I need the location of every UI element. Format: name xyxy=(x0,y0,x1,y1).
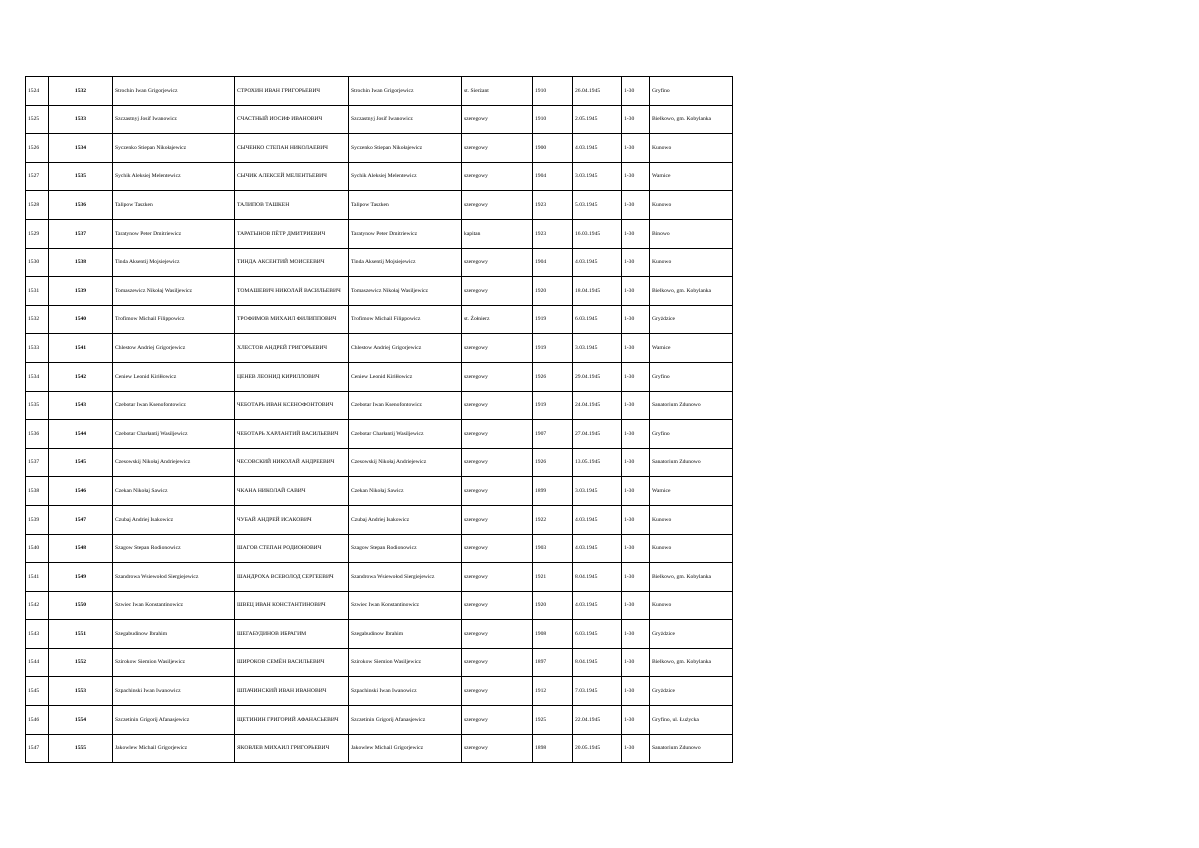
grave-plot-cell: 1-30 xyxy=(622,505,650,534)
grave-plot-cell: 1-30 xyxy=(622,591,650,620)
grave-plot-cell: 1-30 xyxy=(622,534,650,563)
grave-number-cell: 1549 xyxy=(49,563,113,592)
rank-cell: szeregowy xyxy=(462,620,533,649)
birth-year-cell: 1926 xyxy=(533,448,573,477)
record-number-cell: 1534 xyxy=(26,362,49,391)
rank-cell: szeregowy xyxy=(462,248,533,277)
record-number-cell: 1538 xyxy=(26,477,49,506)
grave-number-cell: 1554 xyxy=(49,706,113,735)
table-row xyxy=(26,334,733,363)
grave-number-cell: 1552 xyxy=(49,648,113,677)
rank-cell: szeregowy xyxy=(462,391,533,420)
rank-cell: st. Żołnierz xyxy=(462,305,533,334)
cyrillic-name-cell: ШПАЧИНСКИЙ ИВАН ИВАНОВИЧ xyxy=(235,677,349,706)
birth-year-cell: 1919 xyxy=(533,334,573,363)
birth-year-cell: 1898 xyxy=(533,734,573,763)
death-date-cell: 4.03.1945 xyxy=(573,534,622,563)
cyrillic-name-cell: ТАРАТЫНОВ ПЁТР ДМИТРИЕВИЧ xyxy=(235,219,349,248)
place-of-death-cell: Kunowo xyxy=(650,134,733,163)
record-number-cell: 1544 xyxy=(26,648,49,677)
grave-plot-cell: 1-30 xyxy=(622,191,650,220)
rank-cell: szeregowy xyxy=(462,677,533,706)
place-of-death-cell: Gryfino, ul. Łużycka xyxy=(650,706,733,735)
grave-plot-cell: 1-30 xyxy=(622,706,650,735)
grave-plot-cell: 1-30 xyxy=(622,648,650,677)
rank-cell: szeregowy xyxy=(462,706,533,735)
place-of-death-cell: Bielkowo, gm. Kobylanka xyxy=(650,105,733,134)
grave-number-cell: 1551 xyxy=(49,620,113,649)
latin-name-repeat-cell: Taratynow Peter Dmitriewicz xyxy=(349,219,462,248)
birth-year-cell: 1920 xyxy=(533,591,573,620)
place-of-death-cell: Warnice xyxy=(650,477,733,506)
grave-number-cell: 1532 xyxy=(49,77,113,106)
death-date-cell: 3.03.1945 xyxy=(573,162,622,191)
latin-name-cell: Szandrowa Wsiewołod Siergiejewicz xyxy=(113,563,235,592)
place-of-death-cell: Kunowo xyxy=(650,534,733,563)
table-row xyxy=(26,734,733,763)
death-date-cell: 5.03.1945 xyxy=(573,191,622,220)
grave-number-cell: 1535 xyxy=(49,162,113,191)
cyrillic-name-cell: ТИНДА АКСЕНТИЙ МОИСЕЕВИЧ xyxy=(235,248,349,277)
grave-number-cell: 1553 xyxy=(49,677,113,706)
record-number-cell: 1533 xyxy=(26,334,49,363)
record-number-cell: 1528 xyxy=(26,191,49,220)
grave-number-cell: 1555 xyxy=(49,734,113,763)
cyrillic-name-cell: ЩЕТИНИН ГРИГОРИЙ АФАНАСЬЕВИЧ xyxy=(235,706,349,735)
latin-name-repeat-cell: Syczenko Stiepan Nikołajewicz xyxy=(349,134,462,163)
grave-number-cell: 1545 xyxy=(49,448,113,477)
rank-cell: szeregowy xyxy=(462,162,533,191)
table-row xyxy=(26,620,733,649)
latin-name-cell: Szpachinski Iwan Iwanowicz xyxy=(113,677,235,706)
grave-plot-cell: 1-30 xyxy=(622,134,650,163)
record-number-cell: 1535 xyxy=(26,391,49,420)
grave-plot-cell: 1-30 xyxy=(622,277,650,306)
cyrillic-name-cell: ЦЕНЕВ ЛЕОНИД КИРИЛЛОВИЧ xyxy=(235,362,349,391)
table-row xyxy=(26,362,733,391)
cyrillic-name-cell: ТАЛИПОВ ТАШКЕН xyxy=(235,191,349,220)
latin-name-cell: Talipow Taszken xyxy=(113,191,235,220)
birth-year-cell: 1912 xyxy=(533,677,573,706)
latin-name-cell: Syczenko Stiepan Nikołajewicz xyxy=(113,134,235,163)
latin-name-cell: Trofimow Michail Filippowicz xyxy=(113,305,235,334)
latin-name-cell: Szagow Stepan Rodionowicz xyxy=(113,534,235,563)
record-number-cell: 1525 xyxy=(26,105,49,134)
table-row xyxy=(26,105,733,134)
latin-name-repeat-cell: Czesowskij Nikołaj Andriejewicz xyxy=(349,448,462,477)
latin-name-repeat-cell: Czebotar Iwan Ksenofontowicz xyxy=(349,391,462,420)
death-date-cell: 6.03.1945 xyxy=(573,305,622,334)
latin-name-repeat-cell: Trofimow Michail Filippowicz xyxy=(349,305,462,334)
latin-name-repeat-cell: Strochin Iwan Grigorjewicz xyxy=(349,77,462,106)
latin-name-cell: Tinda Aksentij Mojsiejewicz xyxy=(113,248,235,277)
latin-name-cell: Tomaszewicz Nikołaj Wasiljewicz xyxy=(113,277,235,306)
grave-number-cell: 1540 xyxy=(49,305,113,334)
death-date-cell: 16.03.1945 xyxy=(573,219,622,248)
death-date-cell: 8.04.1945 xyxy=(573,648,622,677)
rank-cell: szeregowy xyxy=(462,734,533,763)
latin-name-cell: Czebotar Charłantij Wasiljewicz xyxy=(113,420,235,449)
place-of-death-cell: Kunowo xyxy=(650,191,733,220)
death-date-cell: 29.04.1945 xyxy=(573,362,622,391)
burial-register-table xyxy=(25,76,733,763)
latin-name-cell: Szczetinin Grigorij Afanasjewicz xyxy=(113,706,235,735)
record-number-cell: 1527 xyxy=(26,162,49,191)
table-row xyxy=(26,420,733,449)
death-date-cell: 6.03.1945 xyxy=(573,620,622,649)
birth-year-cell: 1900 xyxy=(533,134,573,163)
death-date-cell: 3.03.1945 xyxy=(573,334,622,363)
latin-name-cell: Strochin Iwan Grigorjewicz xyxy=(113,77,235,106)
rank-cell: szeregowy xyxy=(462,648,533,677)
record-number-cell: 1545 xyxy=(26,677,49,706)
record-number-cell: 1541 xyxy=(26,563,49,592)
birth-year-cell: 1910 xyxy=(533,77,573,106)
record-number-cell: 1529 xyxy=(26,219,49,248)
latin-name-repeat-cell: Szczastnyj Josif Iwanowicz xyxy=(349,105,462,134)
grave-plot-cell: 1-30 xyxy=(622,334,650,363)
record-number-cell: 1532 xyxy=(26,305,49,334)
cyrillic-name-cell: ШИРОКОВ СЕМЁН ВАСИЛЬЕВИЧ xyxy=(235,648,349,677)
death-date-cell: 2.05.1945 xyxy=(573,105,622,134)
latin-name-repeat-cell: Czekan Nikołaj Sawicz xyxy=(349,477,462,506)
cyrillic-name-cell: ШЕГАБУДИНОВ ИБРАГИМ xyxy=(235,620,349,649)
place-of-death-cell: Bielkowo, gm. Kobylanka xyxy=(650,277,733,306)
table-row xyxy=(26,219,733,248)
death-date-cell: 4.03.1945 xyxy=(573,248,622,277)
birth-year-cell: 1904 xyxy=(533,248,573,277)
grave-number-cell: 1550 xyxy=(49,591,113,620)
grave-plot-cell: 1-30 xyxy=(622,477,650,506)
birth-year-cell: 1904 xyxy=(533,162,573,191)
cyrillic-name-cell: ЯКОВЛЕВ МИХАИЛ ГРИГОРЬЕВИЧ xyxy=(235,734,349,763)
record-number-cell: 1539 xyxy=(26,505,49,534)
place-of-death-cell: Kunowo xyxy=(650,591,733,620)
rank-cell: szeregowy xyxy=(462,563,533,592)
grave-plot-cell: 1-30 xyxy=(622,362,650,391)
death-date-cell: 22.04.1945 xyxy=(573,706,622,735)
cyrillic-name-cell: ШВЕЦ ИВАН КОНСТАНТИНОВИЧ xyxy=(235,591,349,620)
cyrillic-name-cell: ШАГОВ СТЕПАН РОДИОНОВИЧ xyxy=(235,534,349,563)
latin-name-cell: Szirokow Siemion Wasiljewicz xyxy=(113,648,235,677)
latin-name-repeat-cell: Szagow Stepan Rodionowicz xyxy=(349,534,462,563)
record-number-cell: 1526 xyxy=(26,134,49,163)
place-of-death-cell: Bielkowo, gm. Kobylanka xyxy=(650,563,733,592)
birth-year-cell: 1903 xyxy=(533,534,573,563)
birth-year-cell: 1925 xyxy=(533,706,573,735)
rank-cell: st. Sierżant xyxy=(462,77,533,106)
grave-plot-cell: 1-30 xyxy=(622,677,650,706)
latin-name-cell: Czubaj Andriej Isakowicz xyxy=(113,505,235,534)
latin-name-repeat-cell: Tomaszewicz Nikołaj Wasiljewicz xyxy=(349,277,462,306)
grave-plot-cell: 1-30 xyxy=(622,391,650,420)
cyrillic-name-cell: ЧЕБОТАРЬ ИВАН КСЕНОФОНТОВИЧ xyxy=(235,391,349,420)
table-row xyxy=(26,591,733,620)
cyrillic-name-cell: ТОМАШЕВИЧ НИКОЛАЙ ВАСИЛЬЕВИЧ xyxy=(235,277,349,306)
record-number-cell: 1524 xyxy=(26,77,49,106)
latin-name-repeat-cell: Szpachinski Iwan Iwanowicz xyxy=(349,677,462,706)
record-number-cell: 1546 xyxy=(26,706,49,735)
rank-cell: szeregowy xyxy=(462,420,533,449)
cyrillic-name-cell: ЧЕБОТАРЬ ХАРЛАНТИЙ ВАСИЛЬЕВИЧ xyxy=(235,420,349,449)
grave-number-cell: 1547 xyxy=(49,505,113,534)
latin-name-cell: Sychik Aleksiej Melentewicz xyxy=(113,162,235,191)
grave-number-cell: 1537 xyxy=(49,219,113,248)
death-date-cell: 4.03.1945 xyxy=(573,591,622,620)
rank-cell: szeregowy xyxy=(462,591,533,620)
birth-year-cell: 1919 xyxy=(533,305,573,334)
record-number-cell: 1537 xyxy=(26,448,49,477)
cyrillic-name-cell: ТРОФИМОВ МИХАИЛ ФИЛИППОВИЧ xyxy=(235,305,349,334)
rank-cell: szeregowy xyxy=(462,334,533,363)
grave-number-cell: 1544 xyxy=(49,420,113,449)
place-of-death-cell: Binowo xyxy=(650,219,733,248)
cyrillic-name-cell: ЧУБАЙ АНДРЕЙ ИСАКОВИЧ xyxy=(235,505,349,534)
grave-number-cell: 1546 xyxy=(49,477,113,506)
latin-name-repeat-cell: Szegabudinow Ibrahim xyxy=(349,620,462,649)
death-date-cell: 4.03.1945 xyxy=(573,505,622,534)
place-of-death-cell: Gryfino xyxy=(650,77,733,106)
latin-name-cell: Czebotar Iwan Ksenofontowicz xyxy=(113,391,235,420)
rank-cell: szeregowy xyxy=(462,134,533,163)
rank-cell: szeregowy xyxy=(462,277,533,306)
latin-name-cell: Jakowlew Michail Grigorjewicz xyxy=(113,734,235,763)
latin-name-cell: Ceniew Leonid Kiriłłowicz xyxy=(113,362,235,391)
grave-number-cell: 1538 xyxy=(49,248,113,277)
record-number-cell: 1540 xyxy=(26,534,49,563)
cyrillic-name-cell: СЫЧЕНКО СТЕПАН НИКОЛАЕВИЧ xyxy=(235,134,349,163)
table-row xyxy=(26,448,733,477)
birth-year-cell: 1910 xyxy=(533,105,573,134)
rank-cell: kapitan xyxy=(462,219,533,248)
death-date-cell: 24.04.1945 xyxy=(573,391,622,420)
place-of-death-cell: Gryżdzice xyxy=(650,305,733,334)
birth-year-cell: 1921 xyxy=(533,563,573,592)
grave-number-cell: 1541 xyxy=(49,334,113,363)
cyrillic-name-cell: СЧАСТНЫЙ ИОСИФ ИВАНОВИЧ xyxy=(235,105,349,134)
latin-name-cell: Chlestow Andriej Grigorjewicz xyxy=(113,334,235,363)
grave-number-cell: 1533 xyxy=(49,105,113,134)
record-number-cell: 1547 xyxy=(26,734,49,763)
place-of-death-cell: Gryżdzice xyxy=(650,620,733,649)
record-number-cell: 1542 xyxy=(26,591,49,620)
table-row xyxy=(26,563,733,592)
birth-year-cell: 1923 xyxy=(533,191,573,220)
cyrillic-name-cell: СЫЧИК АЛЕКСЕЙ МЕЛЕНТЬЕВИЧ xyxy=(235,162,349,191)
birth-year-cell: 1919 xyxy=(533,391,573,420)
place-of-death-cell: Sanatorium Zdunowo xyxy=(650,734,733,763)
death-date-cell: 27.04.1945 xyxy=(573,420,622,449)
birth-year-cell: 1923 xyxy=(533,219,573,248)
latin-name-repeat-cell: Czebotar Charłantij Wasiljewicz xyxy=(349,420,462,449)
table-row xyxy=(26,391,733,420)
grave-number-cell: 1542 xyxy=(49,362,113,391)
cyrillic-name-cell: ЧКАНА НИКОЛАЙ САВИЧ xyxy=(235,477,349,506)
grave-number-cell: 1536 xyxy=(49,191,113,220)
latin-name-cell: Czesowskij Nikołaj Andriejewicz xyxy=(113,448,235,477)
latin-name-repeat-cell: Szczetinin Grigorij Afanasjewicz xyxy=(349,706,462,735)
record-number-cell: 1530 xyxy=(26,248,49,277)
place-of-death-cell: Sanatorium Zdunowo xyxy=(650,448,733,477)
birth-year-cell: 1926 xyxy=(533,362,573,391)
grave-number-cell: 1543 xyxy=(49,391,113,420)
place-of-death-cell: Sanatorium Zdunowo xyxy=(650,391,733,420)
latin-name-repeat-cell: Sychik Aleksiej Melentewicz xyxy=(349,162,462,191)
latin-name-repeat-cell: Jakowlew Michail Grigorjewicz xyxy=(349,734,462,763)
place-of-death-cell: Warnice xyxy=(650,162,733,191)
latin-name-repeat-cell: Szandrowa Wsiewołod Siergiejewicz xyxy=(349,563,462,592)
grave-plot-cell: 1-30 xyxy=(622,620,650,649)
latin-name-repeat-cell: Chlestow Andriej Grigorjewicz xyxy=(349,334,462,363)
grave-plot-cell: 1-30 xyxy=(622,77,650,106)
latin-name-repeat-cell: Szirokow Siemion Wasiljewicz xyxy=(349,648,462,677)
table-row xyxy=(26,134,733,163)
birth-year-cell: 1907 xyxy=(533,420,573,449)
latin-name-repeat-cell: Ceniew Leonid Kiriłłowicz xyxy=(349,362,462,391)
grave-plot-cell: 1-30 xyxy=(622,105,650,134)
table-row xyxy=(26,706,733,735)
death-date-cell: 13.05.1945 xyxy=(573,448,622,477)
cyrillic-name-cell: СТРОХИН ИВАН ГРИГОРЬЕВИЧ xyxy=(235,77,349,106)
rank-cell: szeregowy xyxy=(462,191,533,220)
latin-name-repeat-cell: Szwiec Iwan Konstantinowicz xyxy=(349,591,462,620)
table-row xyxy=(26,162,733,191)
birth-year-cell: 1908 xyxy=(533,620,573,649)
grave-plot-cell: 1-30 xyxy=(622,248,650,277)
grave-plot-cell: 1-30 xyxy=(622,420,650,449)
grave-number-cell: 1534 xyxy=(49,134,113,163)
birth-year-cell: 1922 xyxy=(533,505,573,534)
cyrillic-name-cell: ЧЕСОВСКИЙ НИКОЛАЙ АНДРЕЕВИЧ xyxy=(235,448,349,477)
place-of-death-cell: Kunowo xyxy=(650,248,733,277)
birth-year-cell: 1920 xyxy=(533,277,573,306)
record-number-cell: 1531 xyxy=(26,277,49,306)
table-row xyxy=(26,477,733,506)
rank-cell: szeregowy xyxy=(462,505,533,534)
place-of-death-cell: Gryfino xyxy=(650,420,733,449)
death-date-cell: 26.04.1945 xyxy=(573,77,622,106)
place-of-death-cell: Gryfino xyxy=(650,362,733,391)
latin-name-repeat-cell: Talipow Taszken xyxy=(349,191,462,220)
rank-cell: szeregowy xyxy=(462,534,533,563)
death-date-cell: 4.03.1945 xyxy=(573,134,622,163)
grave-number-cell: 1548 xyxy=(49,534,113,563)
death-date-cell: 18.04.1945 xyxy=(573,277,622,306)
birth-year-cell: 1897 xyxy=(533,648,573,677)
cyrillic-name-cell: ШАНДРОХА ВСЕВОЛОД СЕРГЕЕВИЧ xyxy=(235,563,349,592)
latin-name-cell: Szczastnyj Josif Iwanowicz xyxy=(113,105,235,134)
rank-cell: szeregowy xyxy=(462,477,533,506)
record-number-cell: 1536 xyxy=(26,420,49,449)
death-date-cell: 8.04.1945 xyxy=(573,563,622,592)
record-number-cell: 1543 xyxy=(26,620,49,649)
birth-year-cell: 1899 xyxy=(533,477,573,506)
place-of-death-cell: Kunowo xyxy=(650,505,733,534)
table-row xyxy=(26,534,733,563)
table-body xyxy=(26,77,733,763)
death-date-cell: 20.05.1945 xyxy=(573,734,622,763)
table-row xyxy=(26,305,733,334)
rank-cell: szeregowy xyxy=(462,448,533,477)
grave-plot-cell: 1-30 xyxy=(622,448,650,477)
grave-plot-cell: 1-30 xyxy=(622,219,650,248)
latin-name-cell: Czekan Nikołaj Sawicz xyxy=(113,477,235,506)
table-row xyxy=(26,677,733,706)
death-date-cell: 3.03.1945 xyxy=(573,477,622,506)
latin-name-cell: Szwiec Iwan Konstantinowicz xyxy=(113,591,235,620)
grave-plot-cell: 1-30 xyxy=(622,563,650,592)
latin-name-repeat-cell: Czubaj Andriej Isakowicz xyxy=(349,505,462,534)
table-row xyxy=(26,277,733,306)
grave-plot-cell: 1-30 xyxy=(622,162,650,191)
cyrillic-name-cell: ХЛЕСТОВ АНДРЕЙ ГРИГОРЬЕВИЧ xyxy=(235,334,349,363)
latin-name-repeat-cell: Tinda Aksentij Mojsiejewicz xyxy=(349,248,462,277)
latin-name-cell: Taratynow Peter Dmitriewicz xyxy=(113,219,235,248)
latin-name-cell: Szegabudinow Ibrahim xyxy=(113,620,235,649)
table-row xyxy=(26,248,733,277)
place-of-death-cell: Gryżdzice xyxy=(650,677,733,706)
table-row xyxy=(26,505,733,534)
rank-cell: szeregowy xyxy=(462,105,533,134)
death-date-cell: 7.03.1945 xyxy=(573,677,622,706)
table-row xyxy=(26,191,733,220)
table-row xyxy=(26,648,733,677)
rank-cell: szeregowy xyxy=(462,362,533,391)
table-row xyxy=(26,77,733,106)
grave-plot-cell: 1-30 xyxy=(622,734,650,763)
grave-number-cell: 1539 xyxy=(49,277,113,306)
place-of-death-cell: Bielkowo, gm. Kobylanka xyxy=(650,648,733,677)
place-of-death-cell: Warnice xyxy=(650,334,733,363)
grave-plot-cell: 1-30 xyxy=(622,305,650,334)
